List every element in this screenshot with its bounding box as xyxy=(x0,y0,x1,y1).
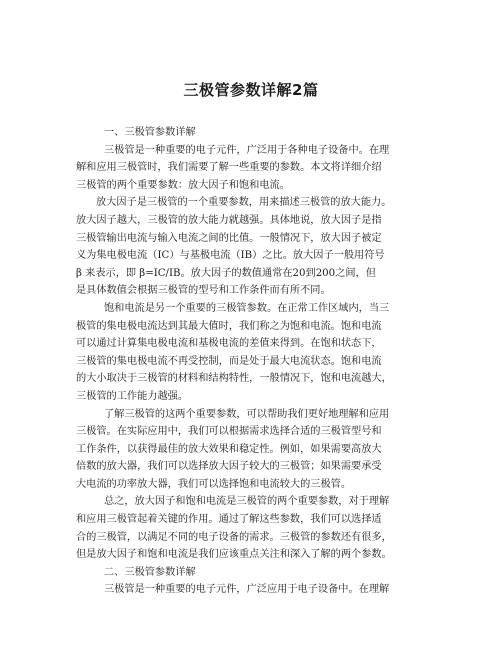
text-line: 三极管。在实际应用中，我们可以根据需求选择合适的三极管型号和 xyxy=(76,426,382,438)
text-line: 三极管输出电流与输入电流之间的比值。一般情况下，放大因子被定 xyxy=(76,232,382,244)
text-line: 放大因子越大，三极管的放大能力就越强。具体地说，放大因子是指 xyxy=(76,214,382,226)
text-line: 解和应用三极管时，我们需要了解一些重要的参数。本文将详细介绍 xyxy=(76,162,382,174)
text-line: 三极管是一种重要的电子元件，广泛应用于电子设备中。在理解 xyxy=(104,584,390,596)
text-line: 三极管的工作能力越强。 xyxy=(76,390,189,402)
text-line: 三极管的集电极电流不再受控制，而是处于最大电流状态。饱和电流 xyxy=(76,355,382,367)
text-line: 一、三极管参数详解 xyxy=(104,127,196,138)
text-line: 和应用三极管起着关键的作用。通过了解这些参数，我们可以选择适 xyxy=(76,514,382,526)
document-title: 三极管参数详解2篇 xyxy=(183,81,319,99)
text-line: 总之，放大因子和饱和电流是三极管的两个重要参数，对于理解 xyxy=(104,496,390,508)
text-line: 义为集电极电流（IC）与基极电流（IB）之比。放大因子一般用符号 xyxy=(76,250,385,262)
text-line: 可以通过计算集电极电流和基极电流的差值来得到。在饱和状态下， xyxy=(76,338,382,350)
text-line: 的大小取决于三极管的材料和结构特性，一般情况下，饱和电流越大， xyxy=(76,373,392,385)
text-line: 饱和电流是另一个重要的三极管参数。在正常工作区域内，当三 xyxy=(104,302,390,314)
text-line: 大电流的功率放大器，我们可以选择饱和电流较大的三极管。 xyxy=(76,478,352,490)
text-line: 倍数的放大器，我们可以选择放大因子较大的三极管；如果需要承受 xyxy=(76,461,382,473)
document-body xyxy=(76,124,476,599)
text-line: 但是放大因子和饱和电流是我们应该重点关注和深入了解的两个参数。 xyxy=(76,549,392,561)
text-line: 了解三极管的这两个重要参数，可以帮助我们更好地理解和应用 xyxy=(104,408,390,420)
text-line: 极管的集电极电流达到其最大值时，我们称之为饱和电流。饱和电流 xyxy=(76,320,382,332)
text-line: 二、三极管参数详解 xyxy=(104,566,196,578)
text-line: 放大因子是三极管的一个重要参数，用来描述三极管的放大能力。 xyxy=(96,197,392,209)
text-line: 三极管的两个重要参数：放大因子和饱和电流。 xyxy=(76,179,290,191)
text-line: 工作条件，以获得最佳的放大效果和稳定性。例如，如果需要高放大 xyxy=(76,443,382,455)
text-line: 是具体数值会根据三极管的型号和工作条件而有所不同。 xyxy=(76,285,331,297)
text-line: 三极管是一种重要的电子元件，广泛用于各种电子设备中。在理 xyxy=(104,144,390,156)
text-line: β 来表示，即 β=IC/IB。放大因子的数值通常在20到200之间，但 xyxy=(76,267,376,279)
text-line: 合的三极管，以满足不同的电子设备的需求。三极管的参数还有很多， xyxy=(76,531,392,543)
